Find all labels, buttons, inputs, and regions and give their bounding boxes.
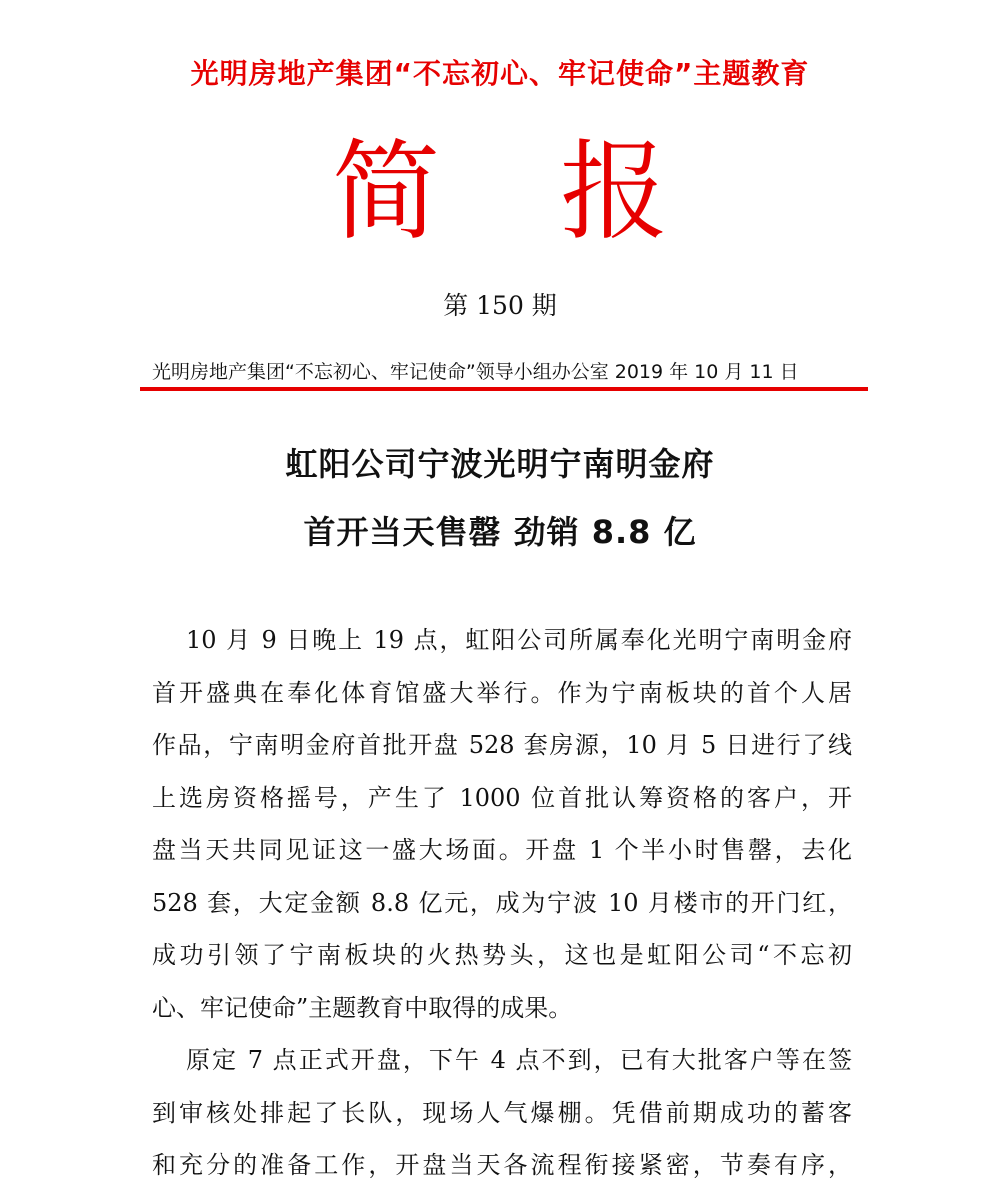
body-line: 528 套，大定金额 8.8 亿元，成为宁波 10 月楼市的开门红，: [152, 888, 852, 917]
body-line: 原定 7 点正式开盘，下午 4 点不到，已有大批客户等在签: [186, 1046, 852, 1074]
body-line: 和充分的准备工作，开盘当天各流程衔接紧密，节奏有序，: [152, 1151, 852, 1179]
article-headline-line1: 虹阳公司宁波光明宁南明金府: [285, 445, 715, 483]
body-line: 上选房资格摇号，产生了 1000 位首批认筹资格的客户，开: [152, 783, 852, 812]
body-line: 作品，宁南明金府首批开盘 528 套房源，10 月 5 日进行了线: [152, 731, 852, 759]
body-line: 到审核处排起了长队，现场人气爆棚。凭借前期成功的蓄客: [152, 1098, 852, 1127]
org-header-title: 光明房地产集团“不忘初心、牢记使命”主题教育: [190, 57, 810, 90]
issue-number: 第 150 期: [443, 291, 557, 320]
body-line: 成功引领了宁南板块的火热势头，这也是虹阳公司“不忘初: [152, 941, 852, 969]
article-body: [152, 614, 852, 1192]
body-line: 10 月 9 日晚上 19 点，虹阳公司所属奉化光明宁南明金府: [186, 626, 852, 654]
body-line: 心、牢记使命”主题教育中取得的成果。: [152, 993, 573, 1022]
body-line: 首开盛典在奉化体育馆盛大举行。作为宁南板块的首个人居: [152, 678, 852, 707]
body-line: 盘当天共同见证这一盛大场面。开盘 1 个半小时售罄，去化: [152, 836, 852, 864]
article-headline-line2: 首开当天售罄 劲销 8.8 亿: [303, 513, 697, 551]
office-and-date: 光明房地产集团“不忘初心、牢记使命”领导小组办公室 2019 年 10 月 11 日: [152, 361, 799, 383]
briefing-title: 简报: [331, 130, 788, 255]
header-divider: [140, 387, 868, 391]
